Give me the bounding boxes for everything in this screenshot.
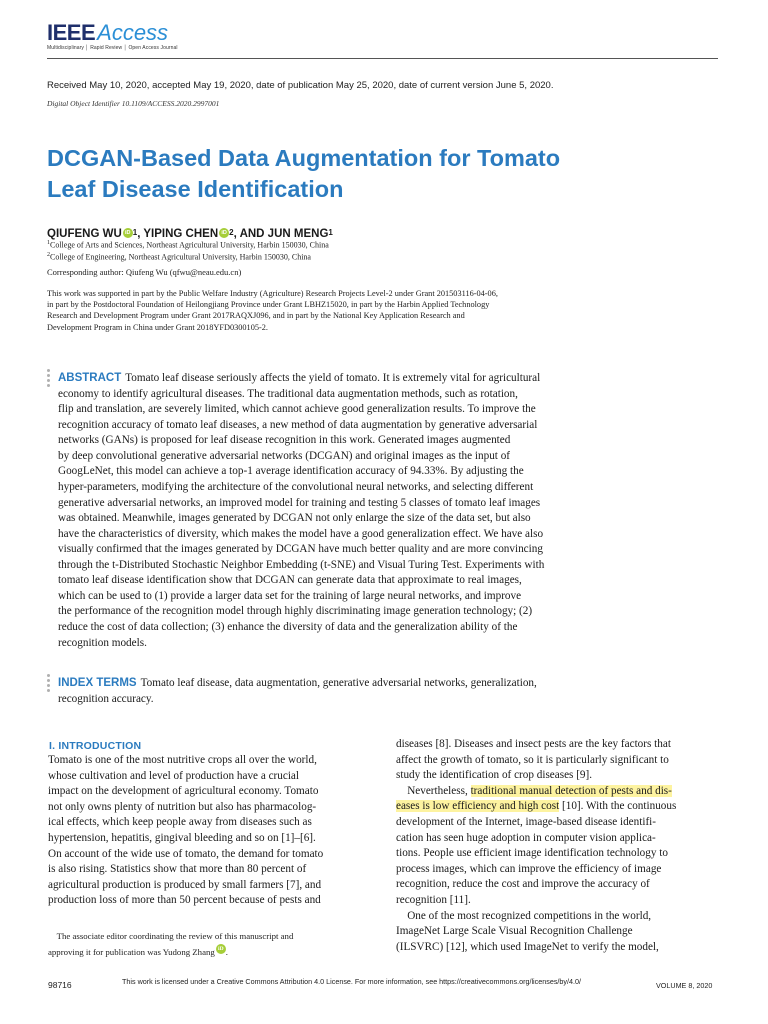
author-affil-sup: 2 xyxy=(229,228,234,237)
abstract-line: which can be used to (1) provide a larger data set for the training of large neural networks, and improve xyxy=(58,589,522,602)
abstract-line xyxy=(58,371,628,387)
affiliation-text: College of Engineering, Northeast Agricultural University, Harbin 150030, China xyxy=(50,252,311,262)
funding-line: in part by the Postdoctoral Foundation of Heilongjiang Province under Grant LBHZ15020, in part by the Harbin Applied Technology xyxy=(47,300,490,310)
editor-note xyxy=(48,928,370,960)
abstract-line: flip and translation, are severely limited, which cannot achieve good generalization results. To improve the xyxy=(58,403,536,416)
author-affil-sup: 1 xyxy=(328,228,333,237)
affiliation-sup: 2 xyxy=(47,252,50,258)
affiliation xyxy=(47,240,329,250)
index-terms-label: INDEX TERMS xyxy=(58,677,137,689)
received-dates: Received May 10, 2020, accepted May 19, 2020, date of publication May 25, 2020, date of current version June 5, 2020. xyxy=(47,80,554,91)
abstract-line: GoogLeNet, this model can achieve a top-1 average identification accuracy of 94.33%. By adjusting the xyxy=(58,465,524,478)
logo-access-text: Access xyxy=(97,20,169,45)
title-line: Leaf Disease Identification xyxy=(47,176,344,202)
corresponding-author: Corresponding author: Qiufeng Wu (qfwu@neau.edu.cn) xyxy=(47,267,242,277)
body-line: cation has seen huge adoption in computer vision applica- xyxy=(396,831,656,844)
abstract-line: networks (GANs) is proposed for leaf disease recognition in this work. Generated images augmented xyxy=(58,434,511,447)
body-line: production loss of more than 50 percent because of pests and xyxy=(48,894,321,907)
body-line xyxy=(396,784,718,800)
abstract-line: the performance of the recognition model through highly discriminating image generation technology; (2) xyxy=(58,605,533,618)
body-line: affect the growth of tomato, so it is particularly significant to xyxy=(396,753,669,766)
editor-note-text: . xyxy=(225,947,228,957)
funding-line: Research and Development Program under Grant 2017RAQXJ096, and in part by the National Key Application Research and xyxy=(47,311,465,321)
body-line: tions. People use efficient image identification technology to xyxy=(396,847,668,860)
section-dots-icon xyxy=(47,674,50,694)
abstract-line: have the characteristics of diversity, which makes the model have a good generalization effect. We have also xyxy=(58,527,544,540)
editor-note-line xyxy=(48,944,370,960)
abstract-line: recognition models. xyxy=(58,636,147,649)
index-terms-line: recognition accuracy. xyxy=(58,692,154,705)
affiliation-text: College of Arts and Sciences, Northeast Agricultural University, Harbin 150030, China xyxy=(50,240,329,250)
paper-title xyxy=(47,143,667,205)
body-line: not only owns plenty of nutrition but also has pharmacolog- xyxy=(48,800,317,813)
author-name: QIUFENG WU xyxy=(47,228,122,240)
logo-ieee-text: IEEE xyxy=(47,20,96,45)
abstract-line: economy to identify agricultural diseases. The traditional data augmentation methods, such as rotation, xyxy=(58,387,518,400)
section-dots-icon xyxy=(47,369,50,389)
volume-label: VOLUME 8, 2020 xyxy=(656,981,713,990)
index-terms-block xyxy=(58,676,628,707)
abstract-line: generative adversarial networks, an improved model for training and testing 5 classes of tomato leaf images xyxy=(58,496,541,509)
funding-statement xyxy=(47,288,607,333)
abstract-text: Tomato leaf disease seriously affects the yield of tomato. It is extremely vital for agricultural xyxy=(125,372,541,384)
funding-line: Development Program in China under Grant 2018YFD0300105-2. xyxy=(47,322,268,332)
body-line: impact on the development of agricultural economy. Tomato xyxy=(48,785,319,798)
body-line: whose cultivation and level of production have a crucial xyxy=(48,769,300,782)
abstract-line: was obtained. Meanwhile, images generated by DCGAN not only enlarge the size of the data set, but also xyxy=(58,512,531,525)
index-terms-text: Tomato leaf disease, data augmentation, generative adversarial networks, generalization, xyxy=(140,677,537,689)
title-line: DCGAN-Based Data Augmentation for Tomato xyxy=(47,145,561,171)
body-line: agricultural production is produced by small farmers [7], and xyxy=(48,878,322,891)
orcid-icon[interactable]: iD xyxy=(219,228,229,238)
body-line: diseases [8]. Diseases and insect pests are the key factors that xyxy=(396,738,671,750)
author-list xyxy=(47,228,333,240)
body-text: Nevertheless, xyxy=(396,784,471,797)
author-affil-sup: 1 xyxy=(132,228,138,237)
abstract-line: recognition accuracy of tomato leaf diseases, a new method of data augmentation by generative adversarial xyxy=(58,418,538,431)
abstract-line: reduce the cost of data collection; (3) enhance the diversity of data and the generalization ability of the xyxy=(58,621,518,633)
logo-tagline: Multidisciplinary │ Rapid Review │ Open Access Journal xyxy=(47,45,178,51)
body-line: study the identification of crop diseases [9]. xyxy=(396,769,593,782)
body-line: (ILSVRC) [12], which used ImageNet to verify the model, xyxy=(396,940,659,953)
body-line: is also rising. Statistics show that more than 80 percent of xyxy=(48,863,307,876)
orcid-icon[interactable]: iD xyxy=(216,944,226,954)
doi-line[interactable]: Digital Object Identifier 10.1109/ACCESS.2020.2997001 xyxy=(47,99,220,108)
header-divider xyxy=(47,58,718,59)
index-terms-line xyxy=(58,676,628,692)
highlighted-text[interactable]: eases is low efficiency and high cost xyxy=(396,800,560,813)
body-line: One of the most recognized competitions in the world, xyxy=(396,909,652,922)
body-text: [10]. With the continuous xyxy=(559,800,677,813)
section-heading: I. INTRODUCTION xyxy=(49,740,142,752)
license-notice[interactable]: This work is licensed under a Creative Commons Attribution 4.0 License. For more information, see https://creativecommons.org/licenses/by/4.0/ xyxy=(122,977,582,986)
body-line: Tomato is one of the most nutritive crops all over the world, xyxy=(48,754,317,766)
abstract-line: hyper-parameters, modifying the architecture of the convolutional neural networks, and selecting different xyxy=(58,480,534,493)
body-line: process images, which can improve the efficiency of image xyxy=(396,862,662,875)
body-line: development of the Internet, image-based disease identifi- xyxy=(396,815,657,828)
abstract-line: through the t-Distributed Stochastic Neighbor Embedding (t-SNE) and Visual Turing Test. Experiments with xyxy=(58,558,545,571)
left-column xyxy=(48,753,370,909)
affiliation-sup: 1 xyxy=(47,240,50,246)
abstract-label: ABSTRACT xyxy=(58,372,122,384)
orcid-icon[interactable]: iD xyxy=(123,228,133,238)
highlighted-text[interactable]: traditional manual detection of pests and dis- xyxy=(470,784,672,797)
editor-note-line: The associate editor coordinating the review of this manuscript and xyxy=(48,931,294,941)
author-name: , AND JUN MENG xyxy=(233,228,329,240)
right-column xyxy=(396,737,718,955)
abstract-line: visually confirmed that the images generated by DCGAN have much better quality and are more convincing xyxy=(58,543,543,556)
affiliation xyxy=(47,252,311,262)
editor-note-text: approving it for publication was Yudong Zhang xyxy=(48,947,215,957)
body-line: recognition, reduce the cost and improve the accuracy of xyxy=(396,878,650,891)
body-line: ical effects, which keep people away from diseases such as xyxy=(48,816,312,829)
author-name: , YIPING CHEN xyxy=(137,228,219,240)
funding-line: This work was supported in part by the Public Welfare Industry (Agriculture) Research Projects Level-2 under Grant 201503116-04-06, xyxy=(47,289,498,298)
body-line: ImageNet Large Scale Visual Recognition Challenge xyxy=(396,925,633,938)
body-line: recognition [11]. xyxy=(396,893,471,906)
body-line: On account of the wide use of tomato, the demand for tomato xyxy=(48,847,324,860)
body-line xyxy=(396,799,718,815)
abstract-line: by deep convolutional generative adversarial networks (DCGAN) and original images as the input of xyxy=(58,449,511,462)
abstract-line: tomato leaf disease identification show that DCGAN can generate data that approximate to real images, xyxy=(58,574,522,587)
body-line: hypertension, hepatitis, gingival bleeding and so on [1]–[6]. xyxy=(48,831,316,844)
abstract-block xyxy=(58,371,628,651)
page-number: 98716 xyxy=(48,980,72,990)
